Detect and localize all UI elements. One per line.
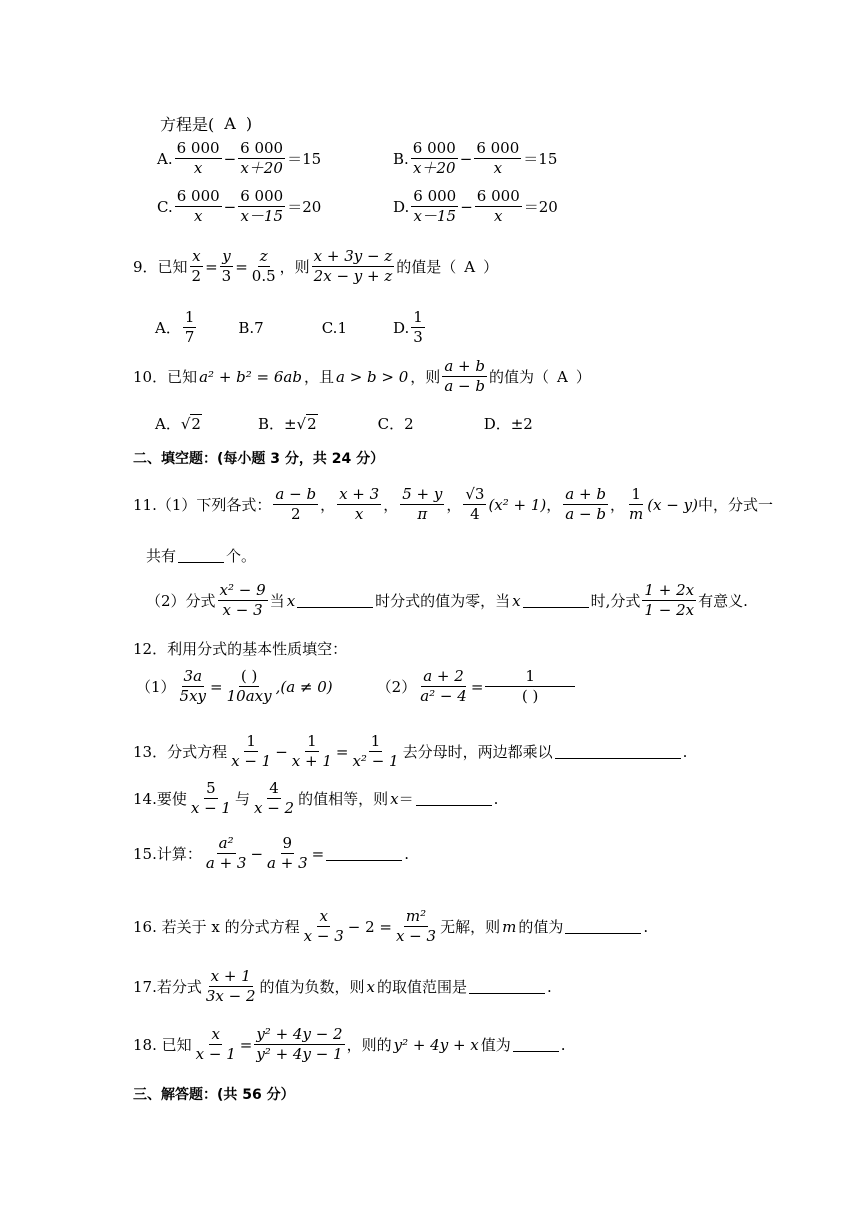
- q11-part1: 11.（1）下列各式： a − b 2 ， x + 3 x ， 5 + y π ， √3 4 (x² + 1) ， a + b a − b ， 1 m (x − y) 中，分式一: [133, 485, 773, 524]
- q9-answer: A: [464, 257, 476, 276]
- answer-blank[interactable]: [469, 979, 545, 994]
- fraction: x + 1 3x − 2: [205, 967, 256, 1006]
- fraction: 6 000 x: [176, 187, 220, 226]
- fraction: $\frac{x}{x - 1}$: [195, 1025, 236, 1064]
- q10-answer: A: [556, 367, 568, 386]
- q11-part1-line2: 共有 个。: [146, 547, 257, 565]
- fraction: $\frac{\text{m²}}{x - 3}$: [395, 907, 437, 946]
- answer-blank[interactable]: ( ): [239, 668, 259, 687]
- answer-blank[interactable]: ( ): [521, 687, 539, 706]
- answer-blank[interactable]: [297, 593, 373, 608]
- q12-stem: 12．利用分式的基本性质填空：: [133, 640, 348, 658]
- fraction: 1 + 2x 1 − 2x: [644, 581, 695, 620]
- fraction: x + 3y − z 2x − y + z: [313, 247, 393, 286]
- q13-stem: 13．分式方程 1 x − 1 − $\frac{1}{x + 1}$ = $\frac{1}{\text{x² − 1}}$ 去分母时，两边都乘以 .: [133, 732, 688, 771]
- fraction: $\frac{\text{y² + 4y − 2}}{\text{y² + 4y − 1}}$: [256, 1025, 343, 1064]
- q8-answer: A: [224, 114, 236, 133]
- q9-stem: 9．已知 $\frac{x}{2}$ = $\frac{y}{3}$ = $\frac{z}{0.5}$ ，则 x + 3y − z 2x − y + z 的值是（ A ）: [133, 247, 499, 286]
- fraction: $\frac{9}{a + 3}$: [267, 834, 308, 873]
- fraction: x + 3 x: [339, 485, 380, 524]
- fraction: √3 4: [465, 485, 485, 524]
- q10-options: A． √ 2 B．± √ 2 C．2 D．±2: [155, 415, 533, 433]
- fraction: $\frac{x}{2}$: [191, 247, 202, 286]
- fraction: a − b 2: [275, 485, 317, 524]
- answer-blank[interactable]: [178, 548, 224, 563]
- answer-blank[interactable]: [513, 1037, 559, 1052]
- fraction: $\frac{z}{0.5}$: [251, 247, 276, 286]
- fraction: a² a + 3: [205, 834, 247, 873]
- fraction: 1 m: [628, 485, 644, 524]
- fraction: 6 000 x＋20: [412, 139, 456, 178]
- q8-option-b: B. 6 000 x＋20 − $\frac{6 000}{x}$ ＝15: [393, 139, 558, 178]
- answer-blank[interactable]: [555, 744, 681, 759]
- q15-stem: 15.计算： a² a + 3 − $\frac{9}{a + 3}$ = .: [133, 834, 409, 873]
- fraction: 6 000 x－15: [413, 187, 457, 226]
- q16-stem: 16. 若关于 x 的分式方程 x x − 3 − 2 = $\frac{\text{m²}}{x - 3}$ 无解，则 m 的值为 .: [133, 907, 649, 946]
- fraction: 1 7: [184, 308, 195, 347]
- fraction: a + b a − b: [444, 357, 485, 396]
- q11-part2: （2）分式 x² − 9 x − 3 当 x 时分式的值为零，当 x 时,分式 1 + 2x 1 − 2x 有意义.: [146, 581, 748, 620]
- fraction: a + b a − b: [565, 485, 606, 524]
- fraction: x² − 9 x − 3: [219, 581, 266, 620]
- fraction: $\frac{y}{3}$: [221, 247, 232, 286]
- q12-parts: （1） $\frac{3a}{5xy}$ = ( ) 10axy ,(a ≠ 0) （2） $\frac{a + 2}{\text{a² − 4}}$ = 1 ( ): [136, 668, 577, 706]
- fraction: $\frac{a + 2}{\text{a² − 4}}$: [420, 667, 467, 706]
- fraction: 1 x − 1: [231, 732, 272, 771]
- fraction: x x − 3: [303, 907, 344, 946]
- q17-stem: 17.若分式 x + 1 3x − 2 的值为负数，则 x 的取值范围是 .: [133, 967, 552, 1006]
- fraction: 1 3: [413, 308, 423, 347]
- fraction: $\frac{6 000}{x}$: [476, 187, 520, 226]
- answer-blank[interactable]: [326, 846, 402, 861]
- q8-option-a: A. 6 000 x − $\frac{6 000}{x+20}$ ＝15: [157, 139, 322, 178]
- section-heading-2: 二、填空题：(每小题 3 分，共 24 分）: [133, 451, 385, 467]
- fraction: $\frac{6 000}{x}$: [476, 139, 520, 178]
- q10-stem: 10．已知 a² + b² = 6ab ，且 a > b > 0 ，则 a + b a − b 的值为（ A ）: [133, 357, 591, 396]
- q9-options: A． 1 7 B.7 C.1 D. 1 3: [155, 308, 423, 347]
- section-heading-3: 三、解答题：(共 56 分）: [133, 1087, 295, 1103]
- fraction: ( ) 10axy: [226, 667, 272, 706]
- sqrt-symbol: √ 2: [180, 415, 201, 433]
- fraction: $\frac{1}{x + 1}$: [291, 732, 332, 771]
- q8-stem: 方程是( A ): [160, 114, 253, 134]
- fraction: 5 + y π: [402, 485, 443, 524]
- answer-blank[interactable]: [565, 919, 641, 934]
- q8-option-c: C. 6 000 x − $\frac{6 000}{x-15}$ ＝20: [157, 187, 322, 226]
- fraction: $\frac{3a}{5xy}$: [179, 667, 207, 706]
- fraction: $\frac{1}{\text{x² − 1}}$: [352, 732, 399, 771]
- fraction: 5 x − 1: [190, 779, 231, 818]
- answer-blank[interactable]: [523, 593, 589, 608]
- q14-stem: 14.要使 5 x − 1 与 4 x − 2 的值相等，则 x ＝ .: [133, 779, 499, 818]
- q18-stem: 18. 已知 $\frac{x}{x - 1}$ = $\frac{\text{y² + 4y − 2}}{\text{y² + 4y − 1}}$ ，则的 y² + 4y + x 值为 .: [133, 1025, 566, 1064]
- q8-option-d: D. 6 000 x－15 − $\frac{6 000}{x}$ ＝20: [393, 187, 558, 226]
- answer-blank[interactable]: [416, 791, 492, 806]
- fraction: $\frac{6 000}{x-15}$: [240, 187, 284, 226]
- sqrt-symbol: √ 2: [296, 415, 317, 433]
- fraction: 6 000 x: [176, 139, 220, 178]
- fraction: 1 ( ): [485, 668, 575, 706]
- fraction: 4 x − 2: [253, 779, 295, 818]
- fraction: $\frac{6 000}{x+20}$: [240, 139, 284, 178]
